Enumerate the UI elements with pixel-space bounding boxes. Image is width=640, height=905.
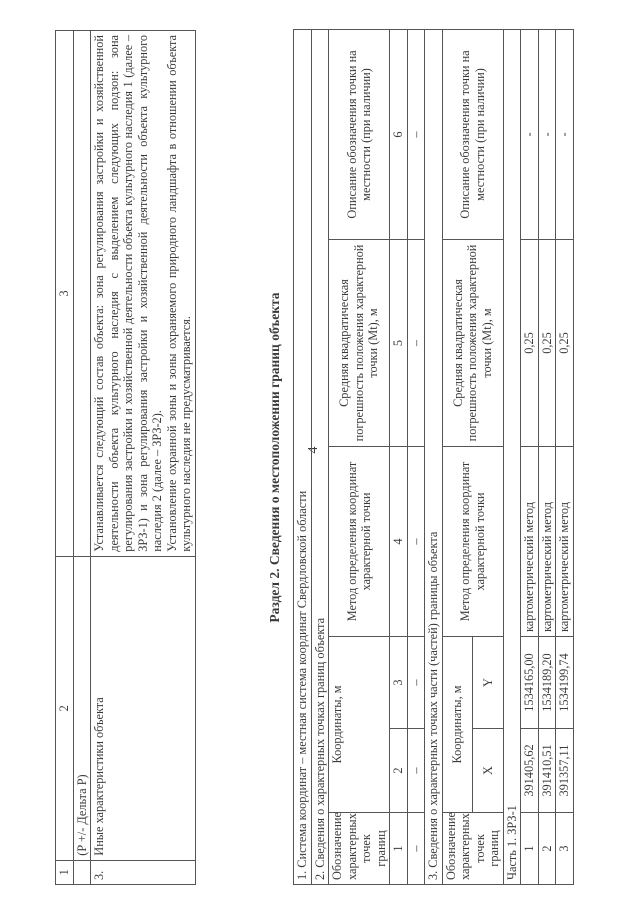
table-row bbox=[73, 31, 91, 885]
table-row bbox=[521, 29, 539, 884]
table-header-row bbox=[442, 29, 473, 884]
object-characteristics-table bbox=[55, 30, 196, 885]
method: картометрический метод bbox=[538, 447, 556, 637]
part-label: Часть 1. ЗРЗ-1 bbox=[503, 29, 521, 884]
row-label: Иные характеристики объекта bbox=[91, 556, 196, 860]
column-number: 3 bbox=[390, 637, 408, 729]
empty-value: – bbox=[407, 637, 425, 729]
table-row bbox=[311, 29, 329, 884]
table-header-row bbox=[329, 29, 390, 884]
table-row bbox=[556, 29, 574, 884]
header-y: Y bbox=[473, 637, 504, 729]
method: картометрический метод bbox=[556, 447, 574, 637]
empty-value: – bbox=[407, 240, 425, 447]
empty-value: – bbox=[407, 813, 425, 885]
column-number: 2 bbox=[56, 556, 74, 860]
delta-label: (P +/- Дельта P) bbox=[73, 556, 91, 860]
no-protection-zone-text: Установление охранной зоны и зоны охраняемого природного ландшафта в отношении объекта культурного наследия не предусматривается. bbox=[164, 35, 193, 552]
header-accuracy: Средняя квадратическая погрешность положения характерной точки (Mt), м bbox=[442, 240, 503, 447]
page-number: 4 bbox=[306, 446, 321, 454]
table-header-row bbox=[56, 31, 74, 885]
header-x: X bbox=[473, 729, 504, 813]
coord-x: 391357,11 bbox=[556, 729, 574, 813]
empty-value: – bbox=[407, 447, 425, 637]
column-number: 1 bbox=[390, 813, 408, 885]
coord-x: 391410,51 bbox=[538, 729, 556, 813]
coord-y: 1534189,20 bbox=[538, 637, 556, 729]
coord-x: 391405,62 bbox=[521, 729, 539, 813]
row-text bbox=[91, 31, 196, 557]
table-row bbox=[538, 29, 556, 884]
coord-y: 1534199,74 bbox=[556, 637, 574, 729]
column-number: 5 bbox=[390, 240, 408, 447]
table-row bbox=[407, 29, 425, 884]
method: картометрический метод bbox=[521, 447, 539, 637]
row-number: 3. bbox=[91, 860, 196, 884]
accuracy: 0,25 bbox=[538, 240, 556, 447]
column-number: 4 bbox=[390, 447, 408, 637]
accuracy: 0,25 bbox=[556, 240, 574, 447]
description: - bbox=[521, 29, 539, 239]
description: - bbox=[538, 29, 556, 239]
table-row bbox=[91, 31, 196, 885]
header-method: Метод определения координат характерной точки bbox=[329, 447, 390, 637]
header-coords: Координаты, м bbox=[329, 637, 390, 813]
empty-value: – bbox=[407, 29, 425, 239]
boundary-points-table bbox=[293, 29, 574, 885]
point-number: 2 bbox=[538, 813, 556, 885]
point-number: 1 bbox=[521, 813, 539, 885]
points-subtitle: 2. Сведения о характерных точках границ объекта bbox=[311, 29, 329, 884]
column-number: 6 bbox=[390, 29, 408, 239]
header-method: Метод определения координат характерной точки bbox=[442, 447, 503, 637]
empty-value: – bbox=[407, 729, 425, 813]
column-number: 1 bbox=[56, 860, 74, 884]
parts-subtitle: 3. Сведения о характерных точках части (частей) границы объекта bbox=[425, 29, 443, 884]
header-coords: Координаты, м bbox=[442, 637, 473, 813]
header-accuracy: Средняя квадратическая погрешность положения характерной точки (Mt), м bbox=[329, 240, 390, 447]
accuracy: 0,25 bbox=[521, 240, 539, 447]
table-row bbox=[503, 29, 521, 884]
table-row bbox=[294, 29, 312, 884]
table-row bbox=[425, 29, 443, 884]
column-number: 3 bbox=[56, 31, 74, 557]
rotated-page-content bbox=[55, 25, 635, 885]
section-title: Раздел 2. Сведения о местоположении границ объекта bbox=[267, 292, 282, 623]
coordinate-system: 1. Система координат – местная система координат Свердловской области bbox=[294, 29, 312, 884]
point-number: 3 bbox=[556, 813, 574, 885]
column-number: 2 bbox=[390, 729, 408, 813]
header-designation: Обозначение характерных точек границ bbox=[329, 813, 390, 885]
composition-text: Устанавливается следующий состав объекта: зона регулирования застройки и хозяйственной деятельности объекта культурного наследия с выделением следующих подзон: зона регулирования застройки и хозяйственной деятельности объекта культурного наследия 1 (далее – ЗРЗ-1) и зона регулирования застройки и хозяйственной деятельности объекта культурного наследия 2 (далее – ЗРЗ-2). bbox=[92, 35, 164, 552]
coord-y: 1534165,00 bbox=[521, 637, 539, 729]
header-description: Описание обозначения точки на местности (при наличии) bbox=[442, 29, 503, 239]
column-number-row bbox=[390, 29, 408, 884]
header-designation: Обозначение характерных точек границ bbox=[442, 813, 503, 885]
header-description: Описание обозначения точки на местности (при наличии) bbox=[329, 29, 390, 239]
description: - bbox=[556, 29, 574, 239]
